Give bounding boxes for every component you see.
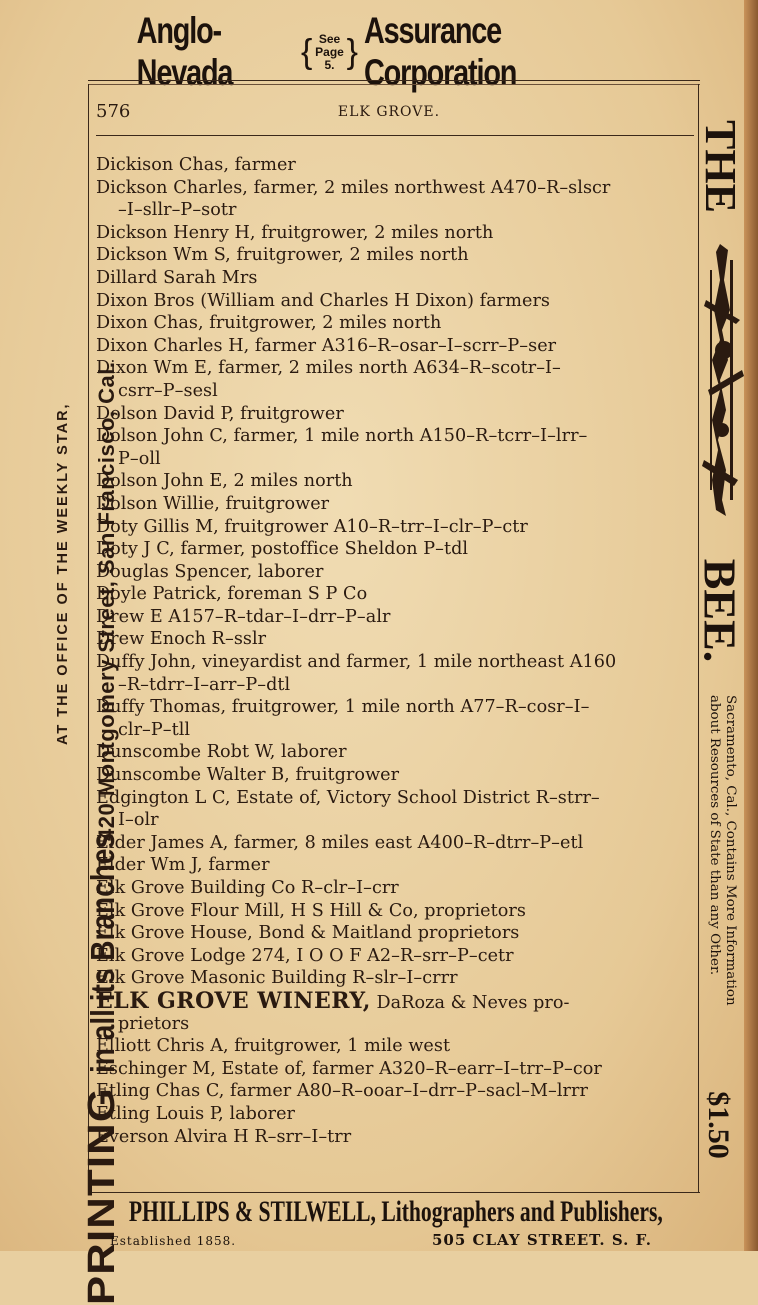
directory-entry: Drew E A157–R–tdar–I–drr–P–alr: [96, 606, 391, 627]
right-advert-price-text: $1.50: [702, 1091, 735, 1159]
directory-entry: Dolson John C, farmer, 1 mile north A150–R–tcrr–I–lrr–: [96, 426, 588, 447]
winery-owners: DaRoza & Neves pro-: [376, 992, 570, 1013]
directory-entry: Etling Louis P, laborer: [96, 1103, 296, 1124]
top-advert-left: Anglo-Nevada: [136, 10, 233, 93]
winery-name: ELK GROVE WINERY,: [96, 987, 371, 1014]
directory-entry: Dixon Bros (William and Charles H Dixon) farmers: [96, 290, 550, 311]
bottom-advert: [94, 1192, 698, 1232]
right-advert-tagline: [698, 695, 738, 1065]
directory-entry: Dolson John E, 2 miles north: [96, 471, 353, 492]
directory-entry: Dickison Chas, farmer: [96, 155, 296, 175]
bottom-advert-footer: [110, 1232, 690, 1250]
entry-continuation: I–olr: [118, 810, 159, 831]
running-head: ELK GROVE.: [337, 104, 441, 120]
entry-continuation: csrr–P–sesl: [118, 380, 218, 401]
left-advert-printing: PRINTING: [80, 1087, 123, 1305]
winery-entry-continuation: prietors: [118, 1013, 190, 1034]
entry-continuation: –R–tdrr–I–arr–P–dtl: [118, 674, 291, 695]
right-advert-bee: [690, 540, 750, 680]
directory-entry: Duffy Thomas, fruitgrower, 1 mile north A77–R–cosr–I–: [96, 697, 590, 718]
bottom-advert-main: PHILLIPS & STILWELL, Lithographers and Publishers,: [129, 1195, 663, 1228]
top-rule: [88, 80, 700, 81]
left-advert-office: AT THE OFFICE OF THE WEEKLY STAR,: [54, 402, 71, 745]
bee-engraving-icon: [700, 240, 746, 520]
directory-entry: Dolson Willie, fruitgrower: [96, 493, 330, 514]
right-advert-the-text: THE: [695, 119, 745, 213]
directory-entry: Doty J C, farmer, postoffice Sheldon P–tdl: [96, 539, 469, 560]
see-line-1: See: [318, 31, 341, 46]
directory-entry: Everson Alvira H R–srr–I–trr: [96, 1126, 352, 1147]
header-rule: [96, 135, 694, 136]
top-advert: [92, 10, 698, 93]
entry-continuation: –I–sllr–P–sotr: [118, 200, 237, 221]
directory-entry: Dickson Henry H, fruitgrower, 2 miles north: [96, 222, 494, 243]
directory-entry: Douglas Spencer, laborer: [96, 561, 324, 582]
directory-entry: Dixon Chas, fruitgrower, 2 miles north: [96, 313, 442, 334]
entry-continuation: clr–P–tll: [118, 719, 191, 740]
directory-entry: Dunscombe Robt W, laborer: [96, 742, 347, 763]
right-brace-icon: }: [346, 32, 358, 71]
directory-entry: Elk Grove Masonic Building R–slr–I–crrr: [96, 968, 458, 989]
page-number: 576: [96, 101, 131, 122]
left-advert-address: 420 Montgomery Street, San Francisco, Cal.: [93, 361, 119, 841]
directory-entry: Duffy John, vineyardist and farmer, 1 mile northeast A160: [96, 652, 617, 673]
directory-entry: Dillard Sarah Mrs: [96, 267, 258, 288]
entry-continuation: P–oll: [118, 448, 161, 469]
directory-entry: Dixon Wm E, farmer, 2 miles north A634–R–scotr–I–: [96, 358, 561, 379]
directory-entry: Elk Grove Lodge 274, I O O F A2–R–srr–P–cetr: [96, 945, 514, 966]
left-advert-branches: in all its Branches: [83, 833, 121, 1074]
directory-entry: Elk Grove Flour Mill, H S Hill & Co, proprietors: [96, 900, 526, 921]
directory-entry: Dickson Charles, farmer, 2 miles northwest A470–R–slscr: [96, 177, 611, 198]
right-advert-the: [690, 96, 750, 236]
directory-listing: [93, 154, 696, 1148]
directory-entry: Dunscombe Walter B, fruitgrower: [96, 765, 400, 786]
top-advert-right: Assurance Corporation: [363, 10, 517, 93]
directory-entry: Dixon Charles H, farmer A316–R–osar–I–scrr–P–ser: [96, 335, 557, 356]
winery-entry: [96, 987, 696, 1014]
directory-entry: Etling Chas C, farmer A80–R–ooar–I–drr–P–sacl–M–lrrr: [96, 1081, 588, 1102]
right-advert-tagline-2: about Resources of State than any Other.: [707, 695, 722, 976]
left-brace-icon: {: [301, 32, 313, 71]
right-advert-price: [690, 1080, 746, 1170]
bottom-advert-street: 505 CLAY STREET. S. F.: [432, 1231, 652, 1249]
directory-entry: Elder Wm J, farmer: [96, 855, 270, 876]
top-rule-thin: [88, 84, 700, 85]
top-advert-see-reference: [301, 33, 358, 72]
directory-entry: Drew Enoch R–sslr: [96, 629, 267, 650]
directory-entry: Dickson Wm S, fruitgrower, 2 miles north: [96, 245, 469, 266]
directory-entry: Elk Grove House, Bond & Maitland proprietors: [96, 923, 520, 944]
right-advert-tagline-1: Sacramento, Cal., Contains More Information: [723, 695, 738, 1006]
directory-entry: Dolson David P, fruitgrower: [96, 403, 344, 424]
left-vertical-advert: [34, 95, 144, 1305]
directory-entry: Edgington L C, Estate of, Victory School District R–strr–: [96, 787, 600, 808]
bottom-advert-established: Established 1858.: [110, 1234, 237, 1248]
directory-entry: Eschinger M, Estate of, farmer A320–R–earr–I–trr–P–cor: [96, 1058, 602, 1079]
directory-entry: Elliott Chris A, fruitgrower, 1 mile west: [96, 1036, 451, 1057]
directory-entry: Doty Gillis M, fruitgrower A10–R–trr–I–clr–P–ctr: [96, 516, 528, 537]
directory-entry: Doyle Patrick, foreman S P Co: [96, 584, 368, 605]
directory-entry: Elder James A, farmer, 8 miles east A400–R–dtrr–P–etl: [96, 832, 584, 853]
see-line-2: Page 5.: [315, 44, 344, 72]
right-advert-bee-text: BEE.: [694, 558, 746, 662]
directory-entry: Elk Grove Building Co R–clr–I–crr: [96, 878, 399, 898]
